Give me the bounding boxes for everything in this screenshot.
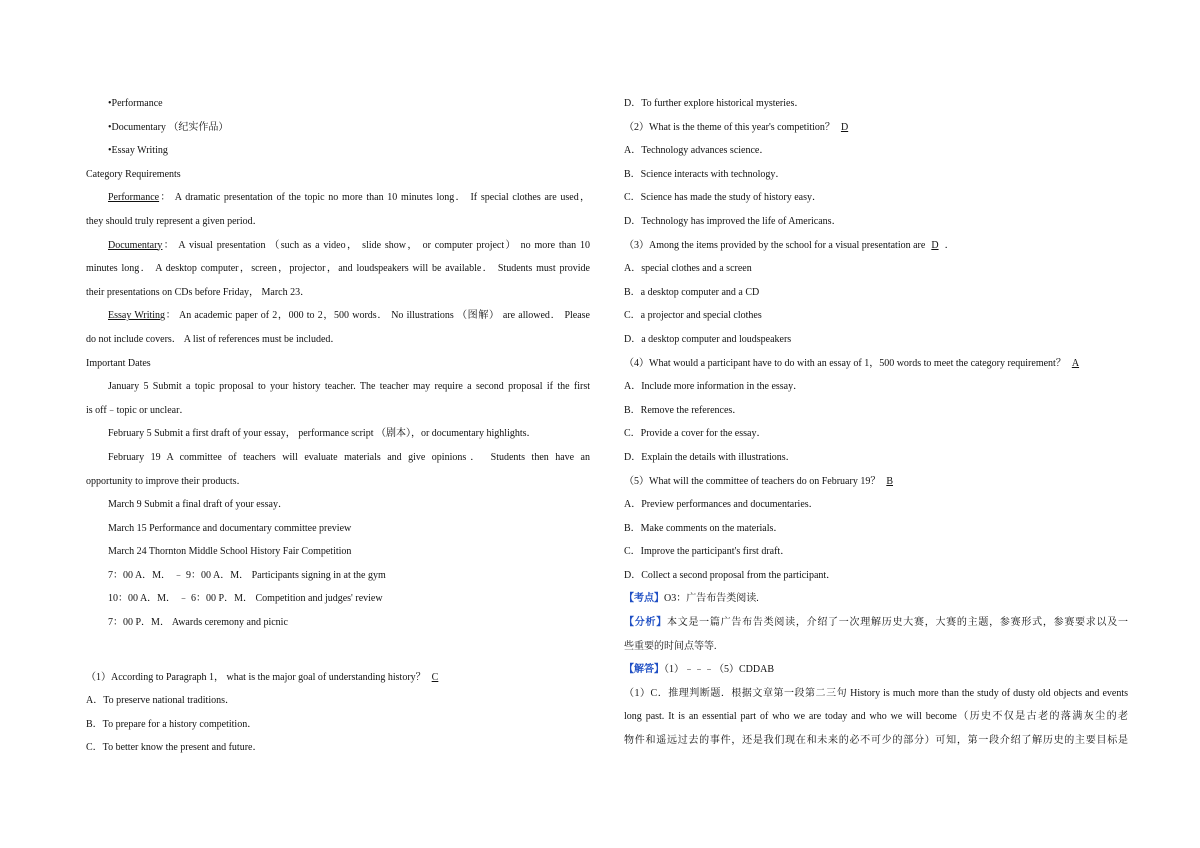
question-2-answer: D	[840, 121, 849, 133]
performance-line-2: they should truly represent a given period．	[86, 215, 263, 227]
question-3-stem: （3）Among the items provided by the school for a visual presentation are D ．	[624, 239, 955, 251]
date-feb5: February 5 Submit a first draft of your essay， performance script （剧本），or documentary highlights．	[108, 428, 537, 440]
fenxi-line-1: 【分析】本文是一篇广告布告类阅读，介绍了一次理解历史大赛，大赛的主题，参赛形式，参赛要求以及一	[624, 617, 1128, 629]
schedule-time-3: 7：00 P．M． Awards ceremony and picnic	[108, 617, 288, 629]
question-5-answer: B	[886, 475, 893, 487]
question-1-stem: （1）According to Paragraph 1， what is the major goal of understanding history？ C	[86, 666, 590, 690]
question-1-option-b: B．To prepare for a history competition．	[86, 718, 258, 730]
question-2-option-c: C．Science has made the study of history easy．	[624, 192, 823, 204]
fenxi-line-2: 些重要的时间点等等.	[624, 640, 717, 652]
documentary-line-1: Documentary： A visual presentation （such as a video， slide show， or computer project） no more than 10	[108, 239, 590, 251]
question-2-option-a: A．Technology advances science．	[624, 145, 770, 157]
spacer	[86, 649, 590, 666]
question-2-option-b: B．Science interacts with technology．	[624, 168, 786, 180]
question-5-option-b: B．Make comments on the materials．	[624, 522, 784, 534]
explanation-line-1: （1）C．推理判断题．根据文章第一段第二三句 History is much more than the study of dusty old objects and events	[624, 687, 1128, 699]
question-4-option-c: C．Provide a cover for the essay．	[624, 428, 767, 440]
question-5-option-c: C．Improve the participant's first draft．	[624, 546, 791, 558]
question-3-option-c: C．a projector and special clothes	[624, 310, 762, 322]
question-2-option-d: D．Technology has improved the life of Americans．	[624, 215, 842, 227]
jieda-tag: 【解答】	[624, 664, 664, 676]
important-dates-heading: Important Dates	[86, 357, 151, 369]
question-4-answer: A	[1071, 357, 1080, 369]
question-1-option-d: D．To further explore historical mysteries．	[624, 98, 805, 109]
question-1-answer: C	[431, 671, 439, 683]
question-3-option-b: B．a desktop computer and a CD	[624, 286, 760, 298]
question-1-option-a: A．To preserve national traditions．	[86, 695, 235, 707]
right-column	[624, 92, 1128, 753]
schedule-time-2: 10：00 A．M． ﹣ 6：00 P．M． Competition and judges' review	[108, 593, 383, 605]
fenxi-tag: 【分析】	[624, 617, 667, 629]
schedule-time-1: 7：00 A．M． ﹣ 9：00 A．M． Participants signing in at the gym	[108, 569, 386, 581]
question-5-stem: （5）What will the committee of teachers do on February 19？ B	[624, 470, 1128, 494]
jieda-line: 【解答】（1）﹣﹣﹣（5）CDDAB	[624, 664, 775, 676]
essay-line-1: Essay Writing： An academic paper of 2，000 to 2，500 words． No illustrations （图解） are allowed． Please	[108, 310, 590, 322]
performance-line-1: Performance： A dramatic presentation of the topic no more than 10 minutes long． If special clothes are used，	[108, 192, 590, 204]
date-mar15: March 15 Performance and documentary committee preview	[108, 522, 352, 534]
question-5-option-a: A．Preview performances and documentaries．	[624, 499, 819, 511]
bullet-performance: •Performance	[108, 98, 163, 109]
spacer	[86, 635, 590, 649]
date-mar9: March 9 Submit a final draft of your essay．	[108, 499, 288, 511]
question-1-option-c: C．To better know the present and future．	[86, 742, 263, 754]
date-mar24: March 24 Thornton Middle School History Fair Competition	[108, 546, 352, 558]
question-5-option-d: D．Collect a second proposal from the participant．	[624, 569, 837, 581]
date-jan5-line-1: January 5 Submit a topic proposal to your history teacher. The teacher may require a second proposal if the first	[108, 381, 590, 393]
question-3-option-d: D．a desktop computer and loudspeakers	[624, 333, 792, 345]
question-2-stem: （2）What is the theme of this year's competition？ D	[624, 116, 1128, 140]
explanation-line-2: long past. It is an essential part of who we are today and who we will become（历史不仅是古老的落满灰尘的老	[624, 711, 1128, 723]
date-feb19-line-2: opportunity to improve their products．	[86, 475, 247, 487]
category-requirements-heading: Category Requirements	[86, 168, 181, 180]
date-jan5-line-2: is off﹣topic or unclear．	[86, 404, 190, 416]
question-3-answer: D	[931, 239, 939, 251]
documentary-line-2: minutes long． A desktop computer，screen，projector，and loudspeakers will be available． Students must provide	[86, 263, 590, 275]
documentary-line-3: their presentations on CDs before Friday， March 23．	[86, 286, 311, 298]
bullet-documentary: •Documentary （纪实作品）	[108, 121, 229, 133]
question-4-option-d: D．Explain the details with illustrations．	[624, 451, 796, 463]
explanation-line-3: 物件和遥远过去的事件，还是我们现在和未来的必不可少的部分）可知，第一段介绍了解历史的主要目标是	[624, 735, 1128, 747]
kaodian-line: 【考点】O3：广告布告类阅读.	[624, 593, 759, 605]
question-4-option-b: B．Remove the references．	[624, 404, 743, 416]
question-3-option-a: A．special clothes and a screen	[624, 263, 752, 275]
question-4-option-a: A．Include more information in the essay．	[624, 381, 804, 393]
question-4-stem: （4）What would a participant have to do with an essay of 1，500 words to meet the category requirement？ A	[624, 352, 1128, 376]
essay-term: Essay Writing	[108, 310, 166, 322]
documentary-term: Documentary	[108, 239, 163, 251]
performance-term: Performance	[108, 192, 160, 204]
left-column	[86, 92, 590, 760]
bullet-essay-writing: •Essay Writing	[108, 145, 168, 157]
date-feb19-line-1: February 19 A committee of teachers will evaluate materials and give opinions． Students then have an	[108, 451, 590, 463]
kaodian-tag: 【考点】	[624, 593, 664, 605]
essay-line-2: do not include covers． A list of references must be included．	[86, 333, 341, 345]
